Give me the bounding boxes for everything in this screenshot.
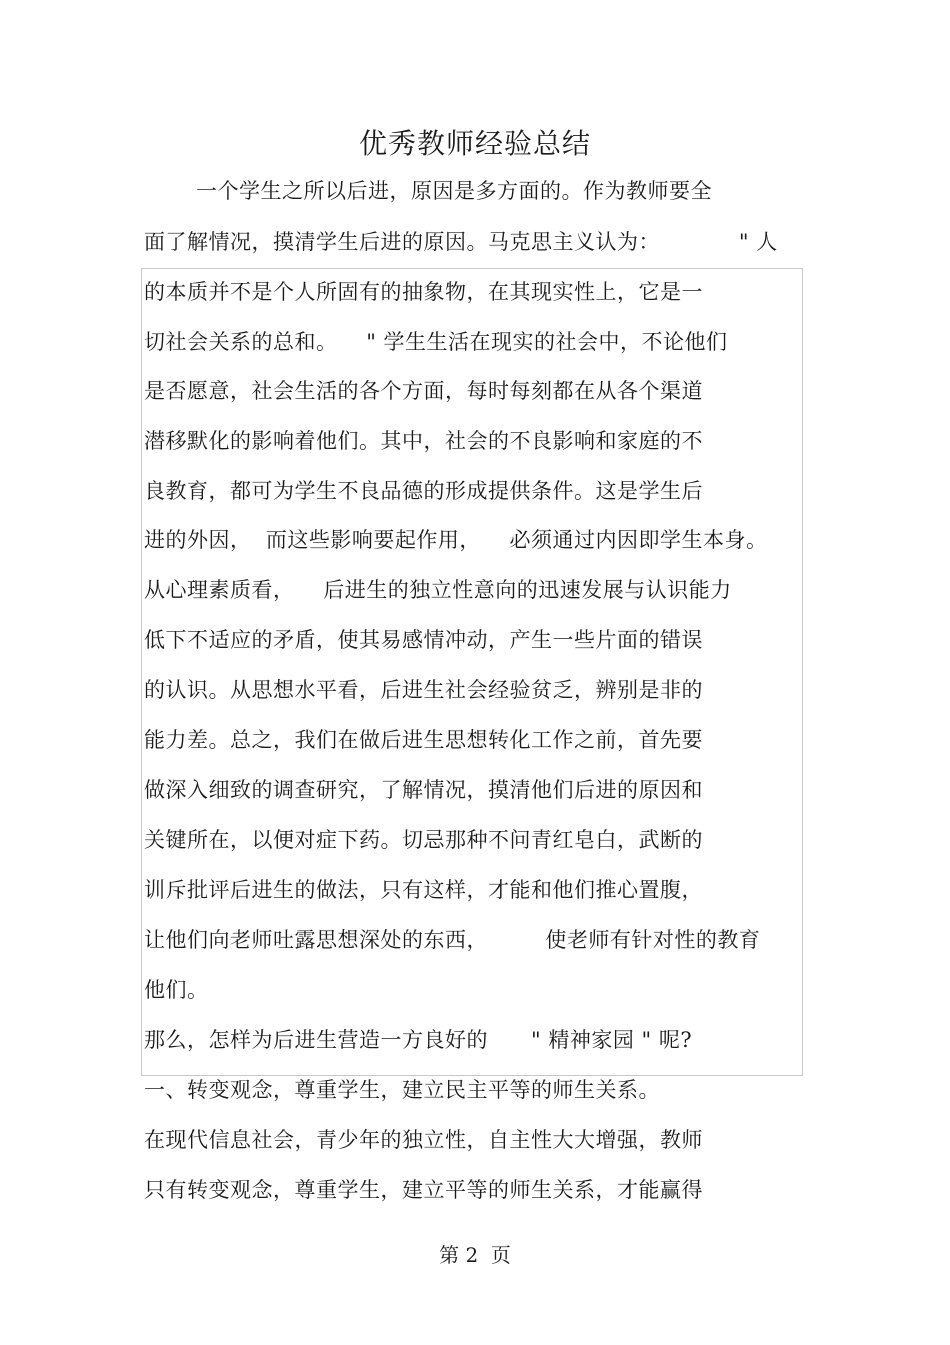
body-line-18: 那么，怎样为后进生营造一方良好的 " 精神家园 " 呢?	[144, 1028, 693, 1052]
body-line-2: 面了解情况，摸清学生后进的原因。马克思主义认为： " 人	[144, 230, 778, 254]
section-heading: 一、转变观念，尊重学生，建立民主平等的师生关系。	[144, 1078, 660, 1102]
body-line-1: 一个学生之所以后进，原因是多方面的。作为教师要全	[196, 179, 712, 203]
body-line-15: 训斥批评后进生的做法，只有这样，才能和他们推心置腹，	[144, 878, 703, 902]
body-line-3: 的本质并不是个人所固有的抽象物，在其现实性上，它是一	[144, 280, 703, 304]
body-line-5: 是否愿意，社会生活的各个方面，每时每刻都在从各个渠道	[144, 379, 703, 403]
body-line-17: 他们。	[144, 978, 209, 1002]
body-line-4: 切社会关系的总和。 " 学生生活在现实的社会中，不论他们	[144, 330, 728, 354]
body-line-20: 在现代信息社会，青少年的独立性，自主性大大增强，教师	[144, 1128, 703, 1152]
body-line-9: 从心理素质看， 后进生的独立性意向的迅速发展与认识能力	[144, 578, 732, 602]
body-line-16: 让他们向老师吐露思想深处的东西， 使老师有针对性的教育	[144, 928, 761, 952]
body-line-8: 进的外因， 而这些影响要起作用， 必须通过内因即学生本身。	[144, 528, 768, 552]
page-number-footer: 第 2 页	[439, 1243, 511, 1267]
body-line-7: 良教育，都可为学生不良品德的形成提供条件。这是学生后	[144, 479, 703, 503]
body-line-14: 关键所在，以便对症下药。切忌那种不问青红皂白，武断的	[144, 828, 703, 852]
body-line-12: 能力差。总之，我们在做后进生思想转化工作之前，首先要	[144, 728, 703, 752]
body-line-21: 只有转变观念，尊重学生，建立平等的师生关系，才能赢得	[144, 1178, 703, 1202]
document-title: 优秀教师经验总结	[358, 127, 591, 160]
body-line-6: 潜移默化的影响着他们。其中，社会的不良影响和家庭的不	[144, 429, 703, 453]
body-line-13: 做深入细致的调查研究，了解情况，摸清他们后进的原因和	[144, 778, 703, 802]
body-line-10: 低下不适应的矛盾，使其易感情冲动，产生一些片面的错误	[144, 628, 703, 652]
body-line-11: 的认识。从思想水平看，后进生社会经验贫乏，辨别是非的	[144, 678, 703, 702]
